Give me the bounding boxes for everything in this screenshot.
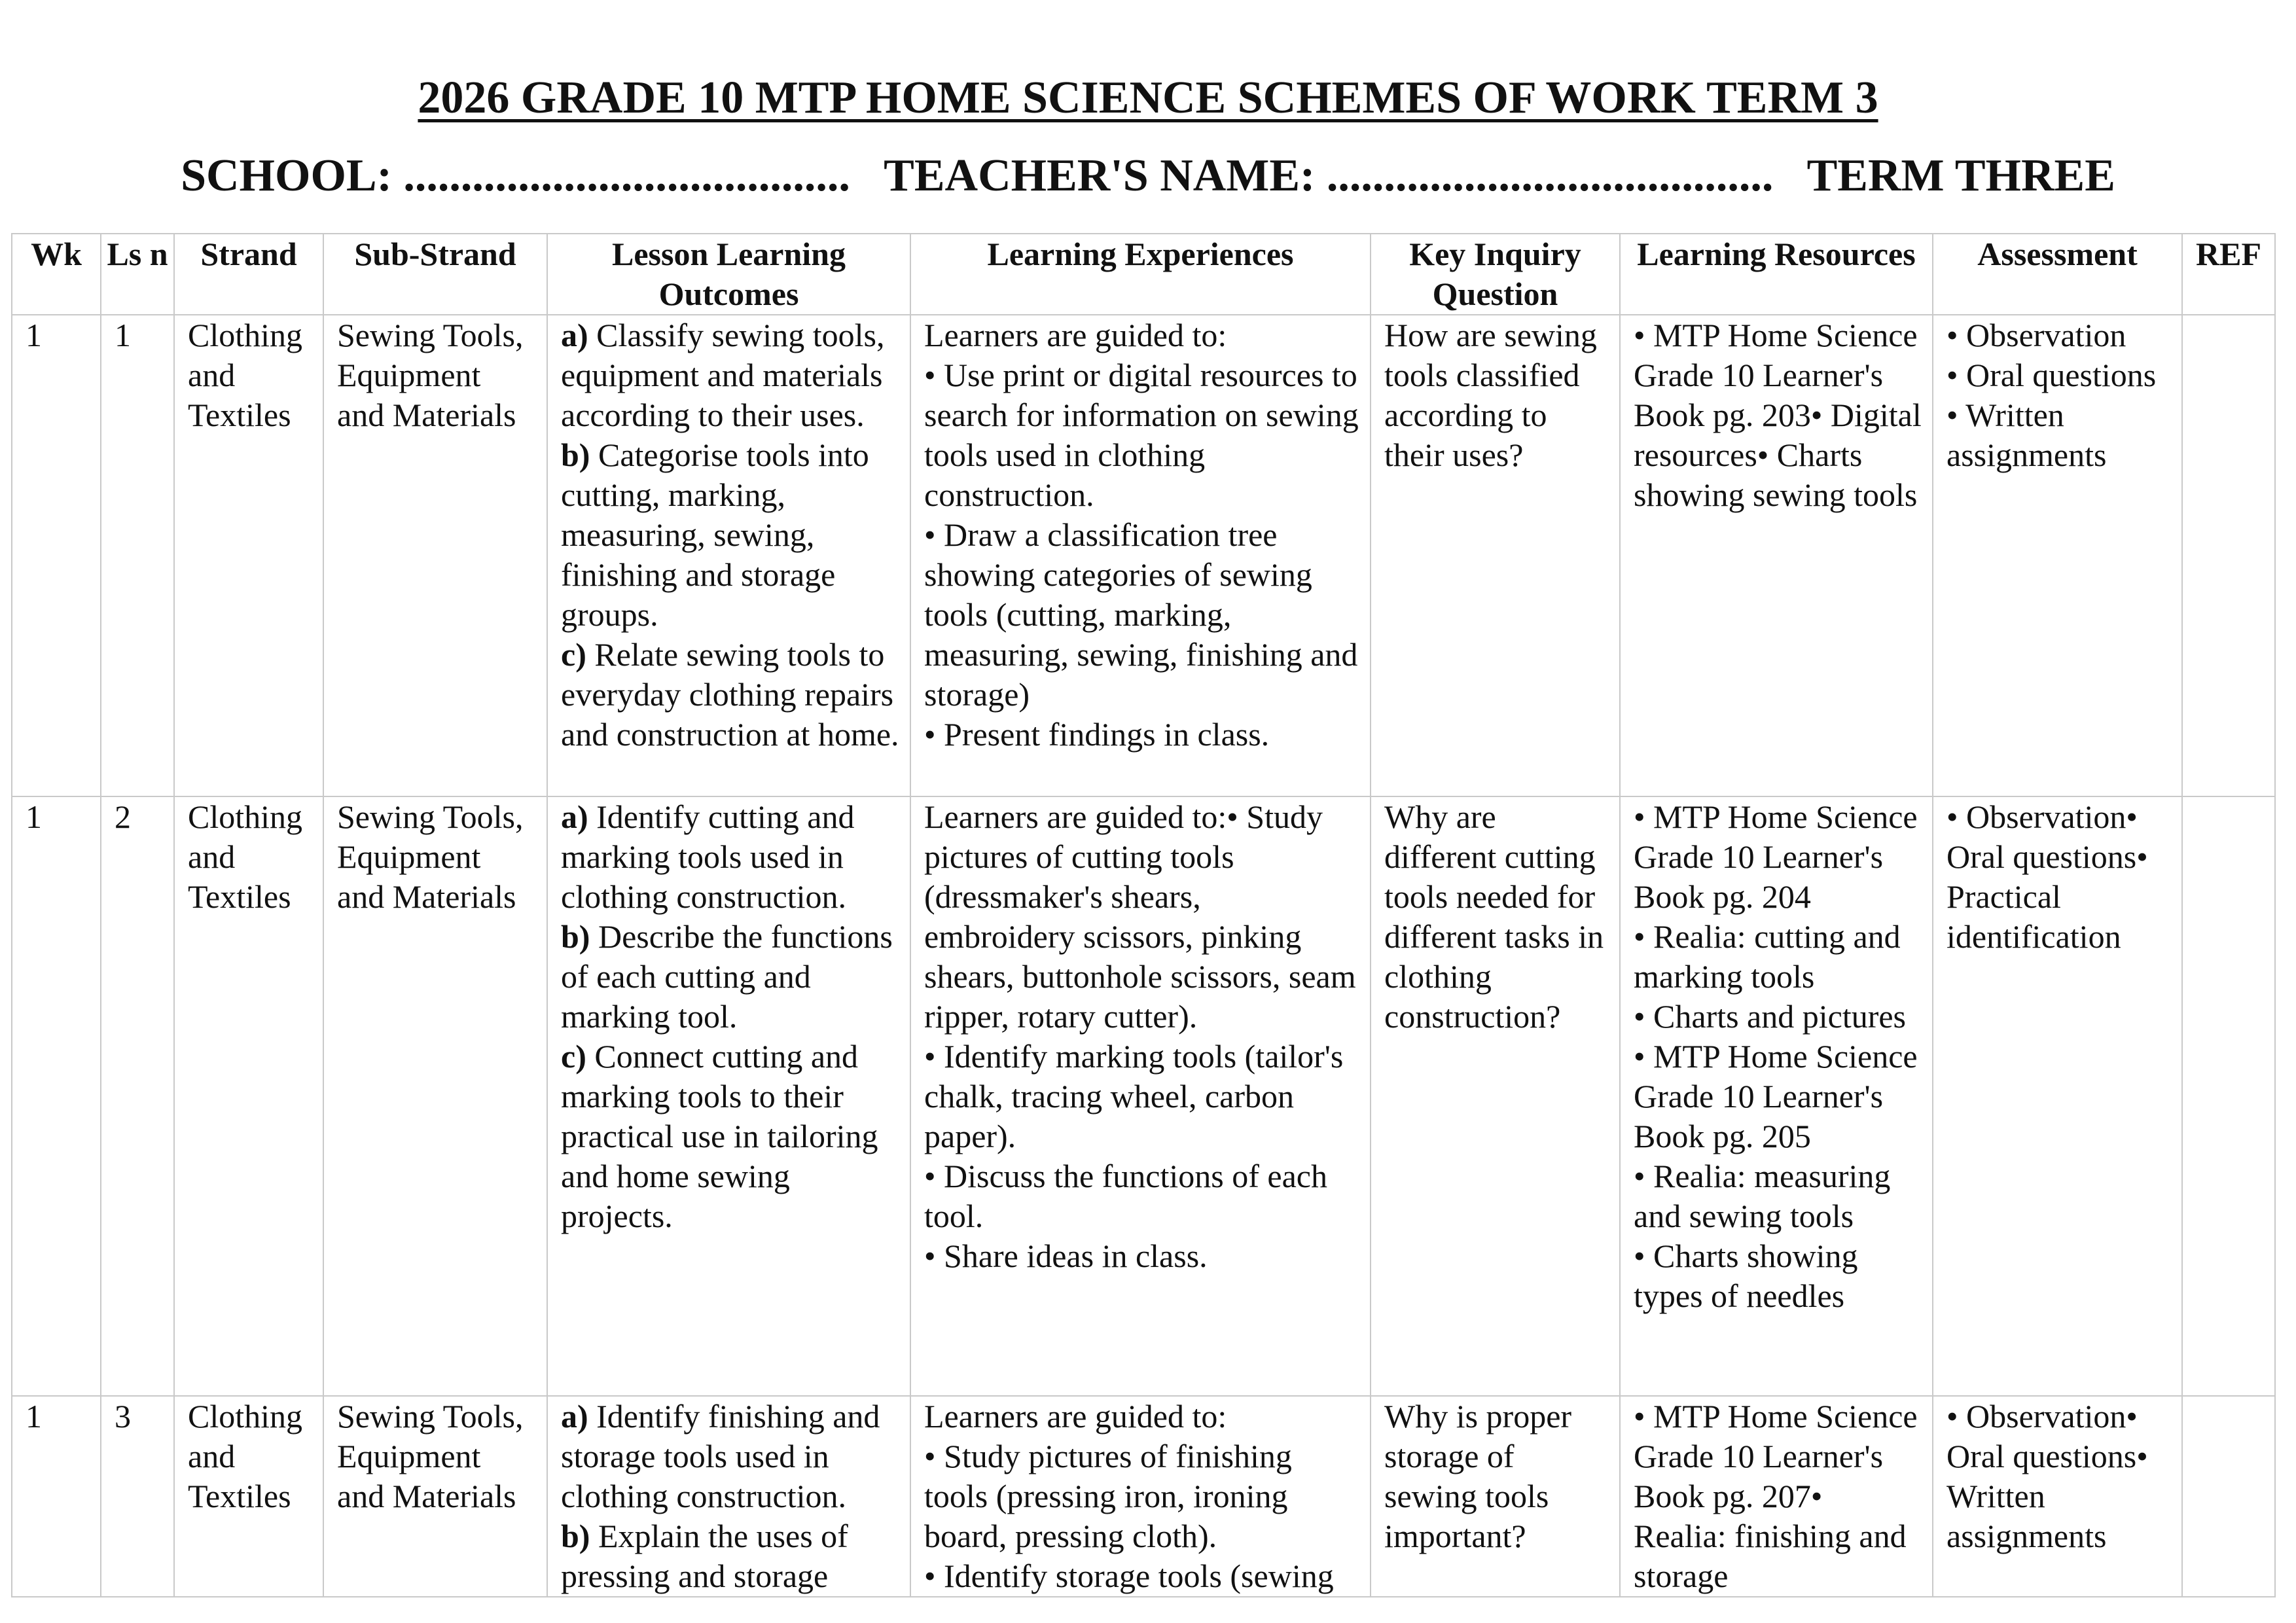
resource-line: • Realia: cutting and marking tools [1634,918,1901,995]
header-strand: Strand [174,234,323,315]
outcome-label: c) [561,636,586,673]
resource-line: • MTP Home Science Grade 10 Learner's Book pg. 207• Realia: finishing and storage [1634,1398,1918,1594]
outcome-text: Connect cutting and marking tools to their practical use in tailoring and home sewing projects. [561,1038,878,1234]
cell-week: 1 [12,1396,101,1597]
schemes-table [11,233,2276,1597]
outcome-label: a) [561,1398,588,1435]
cell-learning-experiences [910,796,1371,1396]
outcome-text: Identify finishing and storage tools used in clothing construction. [561,1398,880,1514]
outcome-text: Classify sewing tools, equipment and materials according to their uses. [561,317,885,433]
outcome-item [561,797,899,917]
cell-ref [2182,1396,2275,1597]
header-sub-strand: Sub-Strand [323,234,547,315]
header-learning-experiences: Learning Experiences [910,234,1371,315]
cell-learning-outcomes [547,796,910,1396]
cell-learning-resources [1620,1396,1933,1597]
outcome-text: Relate sewing tools to everyday clothing repairs and construction at home. [561,636,899,753]
cell-learning-outcomes [547,315,910,796]
header-ref: REF [2182,234,2275,315]
outcome-text: Identify cutting and marking tools used in clothing construction. [561,798,855,915]
header-learning-outcomes: Lesson Learning Outcomes [547,234,910,315]
cell-assessment [1933,315,2182,796]
cell-learning-experiences [910,315,1371,796]
table-row [12,315,2275,796]
table-row [12,1396,2275,1597]
cell-learning-resources [1620,315,1933,796]
experience-line: • Identify storage tools (sewing [924,1558,1334,1594]
outcome-label: a) [561,317,588,353]
cell-key-inquiry-question: Why is proper storage of sewing tools important? [1371,1396,1620,1597]
experience-line: • Use print or digital resources to search for information on sewing tools used in clothing construction. [924,357,1359,513]
table-header-row [12,234,2275,315]
resource-line: • Charts showing types of needles [1634,1238,1858,1314]
cell-ref [2182,796,2275,1396]
header-lesson: Ls n [101,234,174,315]
cell-learning-experiences [910,1396,1371,1597]
cell-lesson: 2 [101,796,174,1396]
cell-sub-strand: Sewing Tools, Equipment and Materials [323,315,547,796]
document-subtitle: SCHOOL: ....................................... TEACHER'S NAME: ....................................... TERM THREE [181,151,2115,201]
experience-line: • Discuss the functions of each tool. [924,1158,1327,1234]
experience-line: • Study pictures of finishing tools (pressing iron, ironing board, pressing cloth). [924,1438,1292,1554]
outcome-item [561,1516,899,1596]
outcome-item [561,917,899,1037]
cell-learning-resources [1620,796,1933,1396]
cell-strand: Clothing and Textiles [174,315,323,796]
assessment-line: • Observation• Oral questions• Written assignments [1946,1398,2148,1554]
cell-key-inquiry-question: Why are different cutting tools needed for different tasks in clothing construction? [1371,796,1620,1396]
cell-strand: Clothing and Textiles [174,796,323,1396]
resource-line: • MTP Home Science Grade 10 Learner's Book pg. 203• Digital resources• Charts showing sewing tools [1634,317,1922,513]
cell-ref [2182,315,2275,796]
table-row [12,796,2275,1396]
cell-week: 1 [12,796,101,1396]
outcome-label: b) [561,437,590,473]
assessment-line: • Oral questions [1946,357,2157,393]
cell-assessment [1933,796,2182,1396]
outcome-item [561,435,899,635]
experience-line: Learners are guided to: [924,1398,1227,1435]
resource-line: • Charts and pictures [1634,998,1907,1035]
outcome-text: Explain the uses of pressing and storage [561,1518,848,1594]
outcome-label: b) [561,1518,590,1554]
experience-line: • Share ideas in class. [924,1238,1208,1274]
cell-strand: Clothing and Textiles [174,1396,323,1597]
outcome-label: b) [561,918,590,955]
assessment-line: • Observation• Oral questions• Practical identification [1946,798,2148,955]
assessment-line: • Written assignments [1946,397,2107,473]
resource-line: • Realia: measuring and sewing tools [1634,1158,1891,1234]
cell-sub-strand: Sewing Tools, Equipment and Materials [323,796,547,1396]
document-title: 2026 GRADE 10 MTP HOME SCIENCE SCHEMES OF WORK TERM 3 [418,73,1878,123]
experience-line: • Draw a classification tree showing categories of sewing tools (cutting, marking, measuring, sewing, finishing and storage) [924,516,1358,713]
cell-key-inquiry-question: How are sewing tools classified according to their uses? [1371,315,1620,796]
header-week: Wk [12,234,101,315]
outcome-label: a) [561,798,588,835]
experience-line: Learners are guided to:• Study pictures of cutting tools (dressmaker's shears, embroidery scissors, pinking shears, buttonhole scissors, seam ripper, rotary cutter). [924,798,1356,1035]
header-learning-resources: Learning Resources [1620,234,1933,315]
resource-line: • MTP Home Science Grade 10 Learner's Book pg. 204 [1634,798,1918,915]
header-assessment: Assessment [1933,234,2182,315]
cell-lesson: 1 [101,315,174,796]
outcome-item [561,1397,899,1516]
outcome-label: c) [561,1038,586,1075]
header-key-inquiry-question: Key Inquiry Question [1371,234,1620,315]
outcome-item [561,635,899,755]
cell-assessment [1933,1396,2182,1597]
experience-line: • Identify marking tools (tailor's chalk, tracing wheel, carbon paper). [924,1038,1344,1154]
outcome-item [561,315,899,435]
assessment-line: • Observation [1946,317,2126,353]
outcome-item [561,1037,899,1236]
outcome-text: Describe the functions of each cutting and marking tool. [561,918,893,1035]
cell-week: 1 [12,315,101,796]
experience-line: Learners are guided to: [924,317,1227,353]
cell-sub-strand: Sewing Tools, Equipment and Materials [323,1396,547,1597]
resource-line: • MTP Home Science Grade 10 Learner's Book pg. 205 [1634,1038,1918,1154]
experience-line: • Present findings in class. [924,716,1270,753]
cell-lesson: 3 [101,1396,174,1597]
outcome-text: Categorise tools into cutting, marking, measuring, sewing, finishing and storage groups. [561,437,869,633]
cell-learning-outcomes [547,1396,910,1597]
